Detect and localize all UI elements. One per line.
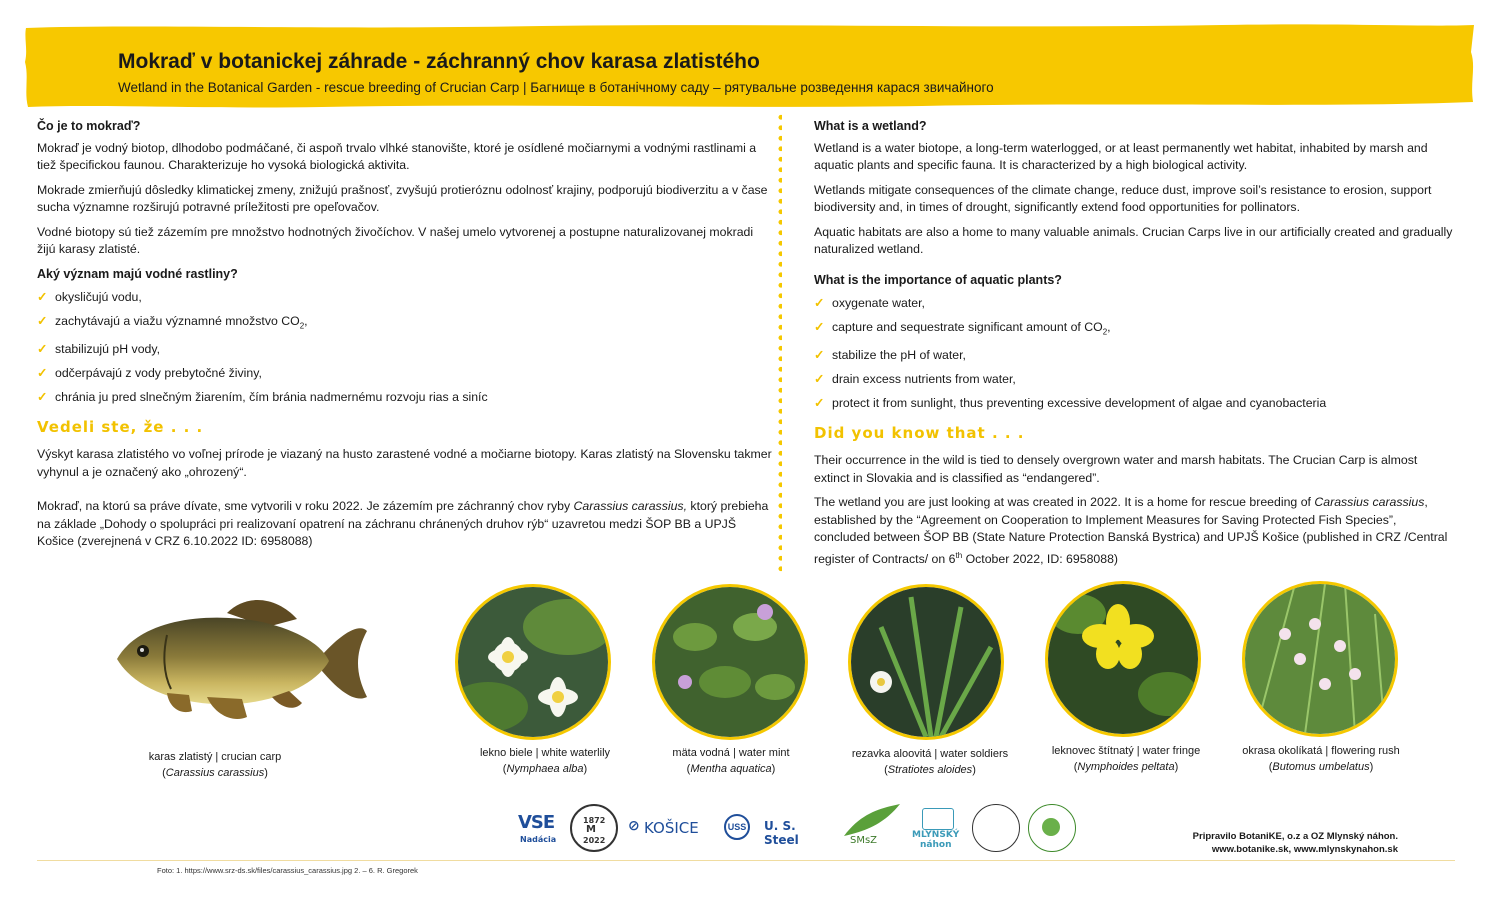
did-you-know-heading-sk: Vedeli ste, že . . . xyxy=(37,417,204,436)
list-item: ✓ oxygenate water, xyxy=(814,295,1454,313)
paragraph: Mokrade zmierňujú dôsledky klimatickej zmeny, znižujú prašnosť, zvyšujú protieróznu odolnosť krajiny, podporujú biodiverzitu a v čase sucha významne rozširujú potravné príležitosti pre opeľovačov. xyxy=(37,182,768,214)
kosice-logo: ⊘ KOŠICE xyxy=(628,818,699,837)
photo-credits: Foto: 1. https://www.srz-ds.sk/files/carassius_carassius.jpg 2. – 6. R. Gregorek xyxy=(157,866,418,875)
credit-block: Pripravilo BotaniKE, o.z a OZ Mlynský náhon. www.botanike.sk, www.mlynskynahon.sk xyxy=(1192,831,1398,855)
list-item: ✓ capture and sequestrate significant amount of $CO_2$, xyxy=(814,320,1111,337)
dotted-divider xyxy=(778,112,782,572)
list-item: ✓ okysličujú vodu, xyxy=(37,289,772,307)
seal-logo: 1872 M 2022 xyxy=(570,804,618,852)
vse-logo: VSE Nadácia xyxy=(518,812,557,844)
question-what-is-wetland-en: What is a wetland? xyxy=(814,119,927,133)
check-icon: ✓ xyxy=(814,320,825,334)
crucian-carp-image xyxy=(97,593,369,733)
page-subtitle: Wetland in the Botanical Garden - rescue breeding of Crucian Carp | Багнище в ботанічному саду – рятувальне розведення карася звичайного xyxy=(118,80,994,95)
water-soldiers-photo xyxy=(848,584,1004,740)
list-item: ✓ stabilize the pH of water, xyxy=(814,347,1454,365)
species-caption: lekno biele | white waterlily (Nymphaea alba) xyxy=(479,747,611,775)
footer-divider xyxy=(37,860,1455,861)
slovak-column xyxy=(37,118,772,558)
question-what-is-wetland-sk: Čo je to mokraď? xyxy=(37,119,141,133)
check-icon: ✓ xyxy=(37,366,48,381)
plant-benefits-list-sk xyxy=(37,289,772,407)
check-icon: ✓ xyxy=(814,396,825,411)
species-caption: karas zlatistý | crucian carp (Carassius carassius) xyxy=(148,751,282,779)
question-plants-sk: Aký význam majú vodné rastliny? xyxy=(37,266,238,281)
paragraph: Vodné biotopy sú tiež zázemím pre množstvo hodnotných živočíchov. V našej umelo vytvorenej a postupne naturalizovanej mokradi žijú karasy zlatisté. xyxy=(37,224,754,256)
question-plants-en: What is the importance of aquatic plants? xyxy=(814,272,1062,287)
paragraph: Their occurrence in the wild is tied to densely overgrown water and marsh habitats. The Crucian Carp is almost extinct in Slovakia and is classified as “endangered”. xyxy=(814,453,1418,485)
paragraph: Mokraď, na ktorú sa práve dívate, sme vytvorili v roku 2022. Je zázemím pre záchranný chov ryby Carassius carassius, ktorý prebieha na základe „Dohody o spolupráci pri realizovaní opatrení na záchranu chránených druhov rýb“ uzavretou medzi ŠOP BB a UPJŠ Košice (zverejnená v CRZ 6.10.2022 ID: 6958088) xyxy=(37,499,769,549)
check-icon: ✓ xyxy=(37,390,48,405)
paragraph: Wetlands mitigate consequences of the climate change, reduce dust, improve soil’s resistance to erosion, support biodiversity and, in times of drought, significantly extend food opportunities for pollinators. xyxy=(814,182,1432,214)
check-icon: ✓ xyxy=(37,290,48,304)
paragraph: Aquatic habitats are also a home to many valuable animals. Crucian Carps live in our artificially created and gradually naturalized wetland. xyxy=(814,224,1453,256)
paragraph: Výskyt karasa zlatistého vo voľnej prírode je viazaný na husto zarastené vodné a močiarne biotopy. Karas zlatistý na Slovensku takmer vyhynul a je označený ako „ohrozený“. xyxy=(37,447,772,479)
list-item: ✓ drain excess nutrients from water, xyxy=(814,371,1454,389)
list-item: ✓ zachytávajú a viažu významné množstvo $CO_2$, xyxy=(37,314,308,331)
list-item: ✓ stabilizujú pH vody, xyxy=(37,341,772,359)
botanical-seal-logo xyxy=(1028,804,1076,852)
plant-benefits-list-en xyxy=(814,295,1454,413)
smsz-logo: SMsZ xyxy=(842,802,902,848)
list-item: ✓ protect it from sunlight, thus preventing excessive development of algae and cyanobacteria xyxy=(814,395,1454,413)
check-icon: ✓ xyxy=(814,348,825,363)
white-waterlily-photo xyxy=(455,584,611,740)
ussteel-logo: USS U. S. Steel xyxy=(724,812,830,842)
species-caption: okrasa okolíkatá | flowering rush (Butomus umbelatus) xyxy=(1242,745,1400,773)
species-caption: mäta vodná | water mint (Mentha aquatica) xyxy=(672,747,790,775)
paragraph: Mokraď je vodný biotop, dlhodobo podmáčané, či aspoň trvalo vlhké stanovište, ktoré je osídlené močiarnymi a vodnými rastlinami a tiež špecifickou faunou. Charakterizuje ho vysoká biologická aktivita. xyxy=(37,140,757,172)
species-caption: rezavka aloovitá | water soldiers (Stratiotes aloides) xyxy=(851,748,1009,776)
list-item: ✓ odčerpávajú z vody prebytočné živiny, xyxy=(37,365,772,383)
university-seal-logo xyxy=(972,804,1020,852)
paragraph: Wetland is a water biotope, a long-term waterlogged, or at least permanently wet habitat, inhabited by marsh and aquatic plants and specific fauna. It is characterized by a high biological activity. xyxy=(814,140,1428,172)
english-column xyxy=(814,118,1454,576)
check-icon: ✓ xyxy=(37,314,48,328)
mlynsky-nahon-logo: MLYNSKÝ náhon xyxy=(912,808,966,852)
check-icon: ✓ xyxy=(814,296,825,310)
paragraph: The wetland you are just looking at was created in 2022. It is a home for rescue breeding of Carassius carassius, established by the “Agreement on Cooperation to Implement Measures for Saving Protected Fish Species”, concluded between ŠOP BB (State Nature Protection Banská Bystrica) and UPJŠ Košice (published in CRZ /Central register of Contracts/ on 6th October 2022, ID: 6958088) xyxy=(814,495,1448,567)
page-title: Mokraď v botanickej záhrade - záchranný chov karasa zlatistého xyxy=(118,50,760,73)
list-item: ✓ chránia ju pred slnečným žiarením, čím bránia nadmernému rozvoju rias a siníc xyxy=(37,389,772,407)
species-caption: leknovec štítnatý | water fringe (Nymphoides peltata) xyxy=(1051,745,1201,773)
did-you-know-heading-en: Did you know that . . . xyxy=(814,423,1025,442)
check-icon: ✓ xyxy=(37,342,48,357)
flowering-rush-photo xyxy=(1242,581,1398,737)
water-mint-photo xyxy=(652,584,808,740)
water-fringe-photo xyxy=(1045,581,1201,737)
check-icon: ✓ xyxy=(814,372,825,387)
